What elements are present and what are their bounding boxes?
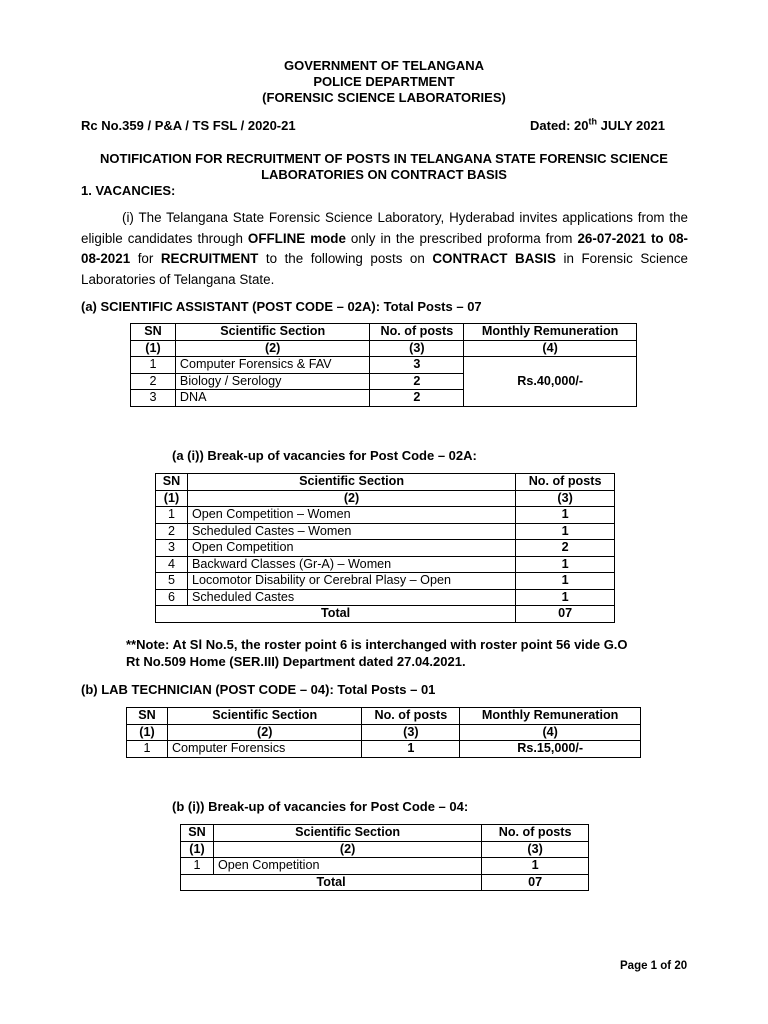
col-number: (2): [167, 724, 362, 741]
cell-posts: 3: [370, 357, 464, 374]
table-scientific-assistant: [130, 323, 637, 407]
table-row: [131, 357, 637, 374]
cell-total-value: 07: [516, 606, 615, 623]
col-header: SN: [131, 324, 176, 341]
cell-posts: 1: [516, 573, 615, 590]
table-header-row: [156, 474, 615, 491]
cell-total-value: 07: [482, 874, 589, 891]
section-heading-vacancies: 1. VACANCIES:: [81, 183, 176, 198]
header-government: GOVERNMENT OF TELANGANA: [283, 58, 485, 73]
table-row: [127, 741, 641, 758]
cell-section: Locomotor Disability or Cerebral Plasy – Open: [187, 573, 515, 590]
cell-section: Biology / Serology: [175, 373, 370, 390]
notification-title-line2: LABORATORIES ON CONTRACT BASIS: [261, 167, 507, 182]
table-a-title: (a) SCIENTIFIC ASSISTANT (POST CODE – 02A): Total Posts – 07: [81, 299, 482, 314]
header-laboratories: (FORENSIC SCIENCE LABORATORIES): [262, 90, 506, 105]
col-number: (3): [482, 841, 589, 858]
cell-sn: 3: [156, 540, 188, 557]
table-b-i-title: (b (i)) Break-up of vacancies for Post Code – 04:: [172, 799, 469, 814]
table-lab-technician: [126, 707, 641, 758]
para-text-1: (i) The Telangana State Forensic Science Laboratory, Hyderabad invites applications from the eligible candidates through: [81, 210, 688, 246]
para-text-2: only in the prescribed proforma from: [345, 230, 578, 246]
para-text-4: to the following posts on: [258, 251, 433, 266]
note-line1: **Note: At Sl No.5, the roster point 6 is interchanged with roster point 56 vide G.O: [126, 637, 628, 652]
table-header-row: [131, 324, 637, 341]
notification-title-line1: NOTIFICATION FOR RECRUITMENT OF POSTS IN TELANGANA STATE FORENSIC SCIENCE: [100, 151, 668, 166]
col-header: No. of posts: [482, 825, 589, 842]
table-number-row: [131, 340, 637, 357]
cell-posts: 2: [370, 373, 464, 390]
date-prefix: Dated: 20: [530, 118, 589, 133]
para-text-3: for: [130, 251, 161, 266]
cell-sn: 2: [156, 523, 188, 540]
col-header: Monthly Remuneration: [460, 708, 641, 725]
cell-section: Open Competition – Women: [187, 507, 515, 524]
col-header: Scientific Section: [187, 474, 515, 491]
date-superscript: th: [588, 116, 598, 127]
cell-posts: 1: [482, 858, 589, 875]
note-line2: Rt No.509 Home (SER.III) Department dated 27.04.2021.: [126, 654, 466, 669]
table-breakup-04: [180, 824, 589, 891]
col-header: SN: [156, 474, 188, 491]
cell-section: Computer Forensics: [167, 741, 362, 758]
cell-sn: 2: [131, 373, 176, 390]
col-number: (3): [370, 340, 464, 357]
col-header: Scientific Section: [175, 324, 370, 341]
cell-posts: 2: [370, 390, 464, 407]
page-number: Page 1 of 20: [620, 960, 688, 972]
col-number: (1): [131, 340, 176, 357]
table-row: [156, 573, 615, 590]
col-header: Scientific Section: [213, 825, 481, 842]
table-number-row: [181, 841, 589, 858]
col-header: Monthly Remuneration: [464, 324, 637, 341]
col-header: Scientific Section: [167, 708, 362, 725]
cell-section: Open Competition: [213, 858, 481, 875]
col-number: (4): [464, 340, 637, 357]
intro-paragraph: [81, 208, 688, 290]
table-total-row: [156, 606, 615, 623]
cell-posts: 1: [516, 556, 615, 573]
header-department: POLICE DEPARTMENT: [313, 74, 455, 89]
para-bold-recruitment: RECRUITMENT: [160, 251, 259, 266]
col-header: No. of posts: [362, 708, 460, 725]
table-number-row: [156, 490, 615, 507]
para-bold-offline: OFFLINE mode: [247, 230, 346, 246]
col-number: (1): [156, 490, 188, 507]
cell-sn: 1: [156, 507, 188, 524]
col-header: SN: [181, 825, 214, 842]
cell-section: Scheduled Castes: [187, 589, 515, 606]
cell-section: DNA: [175, 390, 370, 407]
cell-sn: 3: [131, 390, 176, 407]
col-number: (3): [516, 490, 615, 507]
cell-posts: 1: [362, 741, 460, 758]
cell-sn: 4: [156, 556, 188, 573]
table-a-i-title: (a (i)) Break-up of vacancies for Post Code – 02A:: [172, 448, 477, 463]
reference-number: Rc No.359 / P&A / TS FSL / 2020-21: [81, 118, 296, 133]
cell-remuneration: Rs.15,000/-: [460, 741, 641, 758]
cell-section: Backward Classes (Gr-A) – Women: [187, 556, 515, 573]
cell-posts: 1: [516, 589, 615, 606]
table-header-row: [181, 825, 589, 842]
col-number: (3): [362, 724, 460, 741]
col-number: (1): [181, 841, 214, 858]
table-row: [156, 589, 615, 606]
table-row: [181, 858, 589, 875]
cell-sn: 1: [127, 741, 168, 758]
table-row: [156, 540, 615, 557]
table-row: [156, 523, 615, 540]
col-header: No. of posts: [370, 324, 464, 341]
cell-sn: 5: [156, 573, 188, 590]
cell-sn: 1: [181, 858, 214, 875]
cell-posts: 2: [516, 540, 615, 557]
para-bold-dates: 26-07-2021 to 08-08-2021: [81, 230, 688, 266]
date-suffix: JULY 2021: [597, 118, 665, 133]
cell-posts: 1: [516, 507, 615, 524]
col-header: SN: [127, 708, 168, 725]
cell-sn: 1: [131, 357, 176, 374]
para-bold-contract: CONTRACT BASIS: [432, 251, 556, 266]
col-number: (2): [187, 490, 515, 507]
col-number: (2): [213, 841, 481, 858]
table-header-row: [127, 708, 641, 725]
table-total-row: [181, 874, 589, 891]
cell-total-label: Total: [156, 606, 516, 623]
col-number: (4): [460, 724, 641, 741]
cell-sn: 6: [156, 589, 188, 606]
table-breakup-02a: [155, 473, 615, 623]
table-number-row: [127, 724, 641, 741]
cell-section: Computer Forensics & FAV: [175, 357, 370, 374]
col-header: No. of posts: [516, 474, 615, 491]
cell-total-label: Total: [181, 874, 482, 891]
date: [530, 118, 665, 133]
table-row: [156, 556, 615, 573]
table-row: [156, 507, 615, 524]
cell-remuneration: Rs.40,000/-: [464, 357, 637, 407]
cell-section: Scheduled Castes – Women: [187, 523, 515, 540]
col-number: (2): [175, 340, 370, 357]
cell-section: Open Competition: [187, 540, 515, 557]
col-number: (1): [127, 724, 168, 741]
cell-posts: 1: [516, 523, 615, 540]
para-text-5: in Forensic Science Laboratories of Telangana State.: [81, 251, 688, 287]
table-b-title: (b) LAB TECHNICIAN (POST CODE – 04): Total Posts – 01: [81, 682, 436, 697]
